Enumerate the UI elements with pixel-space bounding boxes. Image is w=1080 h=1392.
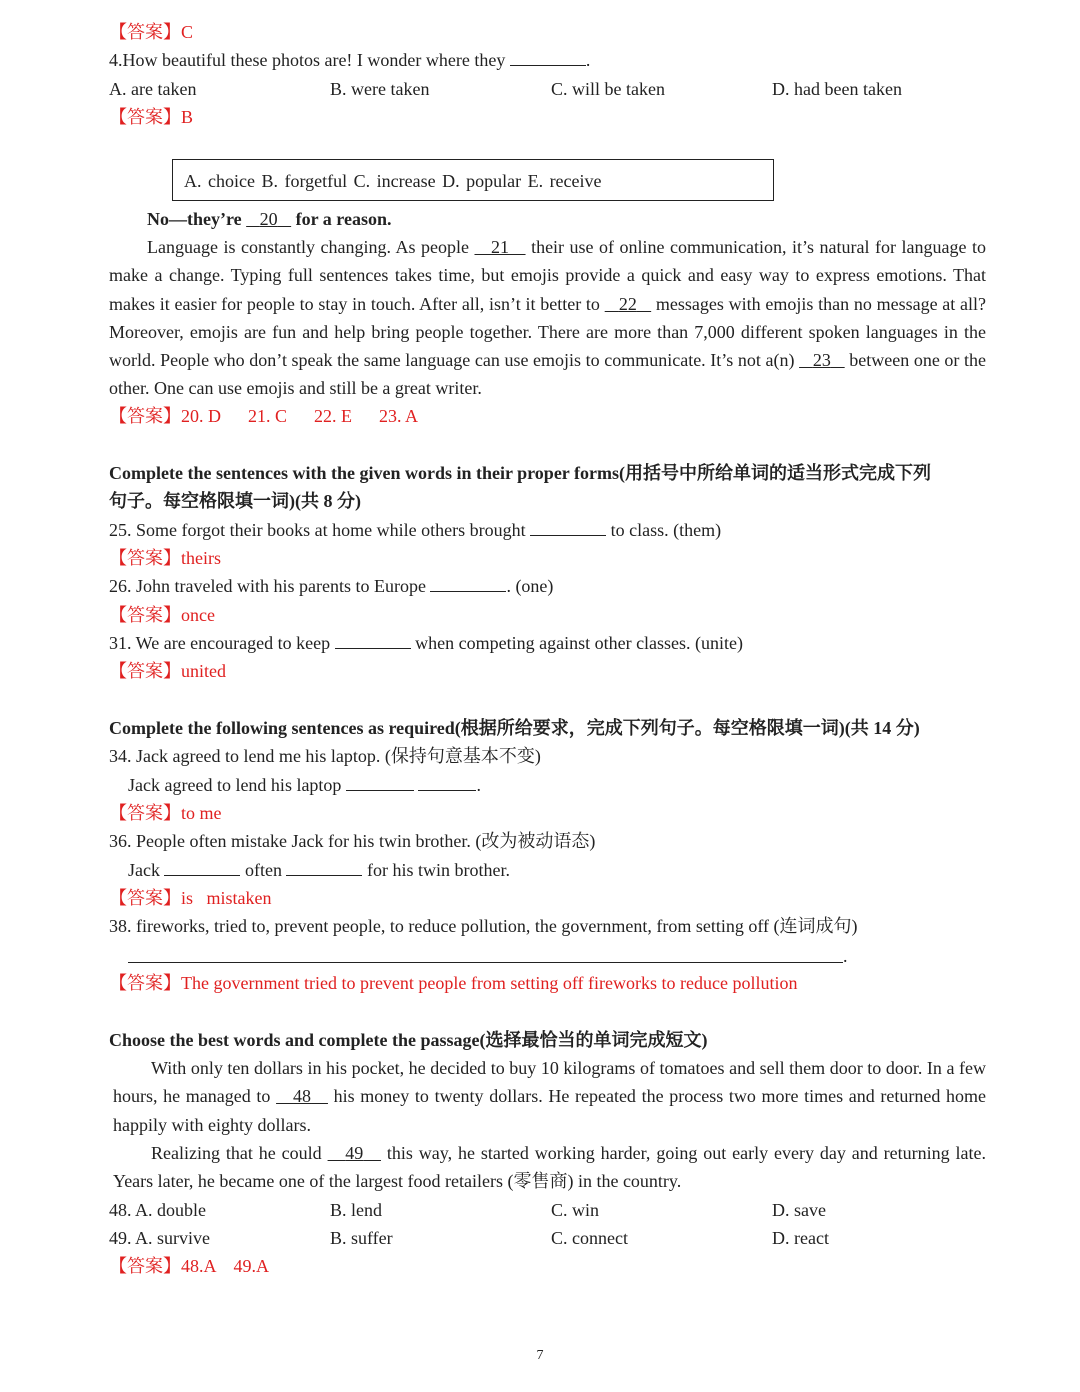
section-heading-rewrite: Complete the following sentences as required(根据所给要求，完成下列句子。每空格限填一词)(共 14 分) xyxy=(109,718,920,738)
passage1-title: No—they’re 20 for a reason. xyxy=(147,209,392,229)
q48-option-a: 48. A. double xyxy=(109,1200,206,1220)
question-25: 25. Some forgot their books at home while others brought to class. (them) xyxy=(109,516,721,544)
answer-line xyxy=(128,962,843,963)
answer-q3: 【答案】C xyxy=(109,22,194,42)
answer-q34: 【答案】to me xyxy=(109,803,222,823)
q48-option-c: C. win xyxy=(551,1200,600,1220)
question-26: 26. John traveled with his parents to Europe . (one) xyxy=(109,572,553,600)
answer-passage1: 【答案】20. D 21. C 22. E 23. A xyxy=(109,406,419,426)
answer-q26: 【答案】once xyxy=(109,605,215,625)
answer-q36: 【答案】is mistaken xyxy=(109,888,272,908)
answer-q25: 【答案】theirs xyxy=(109,548,221,568)
page-number: 7 xyxy=(536,1348,544,1363)
answer-line-period: . xyxy=(843,946,848,966)
answer-q38: 【答案】The government tried to prevent people from setting off fireworks to reduce pollution xyxy=(109,973,798,993)
passage2-para1: With only ten dollars in his pocket, he decided to buy 10 kilograms of tomatoes and sell them door to door. In a few hours, he managed to 48 his money to twenty dollars. He repeated the process two more times and returned home happily with eighty dollars. xyxy=(113,1058,987,1135)
question-38: 38. fireworks, tried to, prevent people, to reduce pollution, the government, from setting off (连词成句) xyxy=(109,916,858,936)
q48-option-b: B. lend xyxy=(330,1200,382,1220)
passage2-para2: Realizing that he could 49 this way, he started working harder, going out early every day and returning late. Years later, he became one of the largest food retailers (零售商) in the country. xyxy=(113,1143,987,1192)
blank xyxy=(510,47,586,66)
word-box: A. choice B. forgetful C. increase D. popular E. receive xyxy=(172,159,774,201)
answer-passage2: 【答案】48.A 49.A xyxy=(109,1256,270,1276)
option-d: D. had been taken xyxy=(772,79,902,99)
answer-q31: 【答案】united xyxy=(109,661,226,681)
question-34-line: Jack agreed to lend his laptop . xyxy=(128,771,481,799)
question-36: 36. People often mistake Jack for his twin brother. (改为被动语态) xyxy=(109,831,596,851)
q49-option-c: C. connect xyxy=(551,1228,628,1248)
section-heading-forms: Complete the sentences with the given words in their proper forms(用括号中所给单词的适当形式完成下列 xyxy=(109,463,931,483)
section-heading-passage: Choose the best words and complete the passage(选择最恰当的单词完成短文) xyxy=(109,1030,708,1050)
passage1-body: Language is constantly changing. As people 21 their use of online communication, it’s natural for language to make a change. Typing full sentences takes time, but emojis provide a quick and easy way to express emotions. That makes it easier for people to stay in touch. After all, isn’t it better to 22 messages with emojis than no message at all? Moreover, emojis are fun and help bring people together. There are more than 7,000 different spoken languages in the world. People who don’t speak the same language can use emojis to communicate. It’s not a(n) 23 between one or the other. One can use emojis and still be a great writer. xyxy=(109,237,987,399)
answer-q4: 【答案】B xyxy=(109,107,194,127)
q49-option-a: 49. A. survive xyxy=(109,1228,210,1248)
question-34: 34. Jack agreed to lend me his laptop. (保持句意基本不变) xyxy=(109,746,541,766)
option-a: A. are taken xyxy=(109,79,197,99)
option-c: C. will be taken xyxy=(551,79,665,99)
question-4: 4.How beautiful these photos are! I wonder where they . xyxy=(109,46,590,74)
option-b: B. were taken xyxy=(330,79,430,99)
q49-option-d: D. react xyxy=(772,1228,829,1248)
q49-option-b: B. suffer xyxy=(330,1228,393,1248)
q48-option-d: D. save xyxy=(772,1200,826,1220)
section-heading-forms-cont: 句子。每空格限填一词)(共 8 分) xyxy=(109,491,361,511)
question-36-line: Jack often for his twin brother. xyxy=(128,856,510,884)
question-31: 31. We are encouraged to keep when competing against other classes. (unite) xyxy=(109,629,743,657)
